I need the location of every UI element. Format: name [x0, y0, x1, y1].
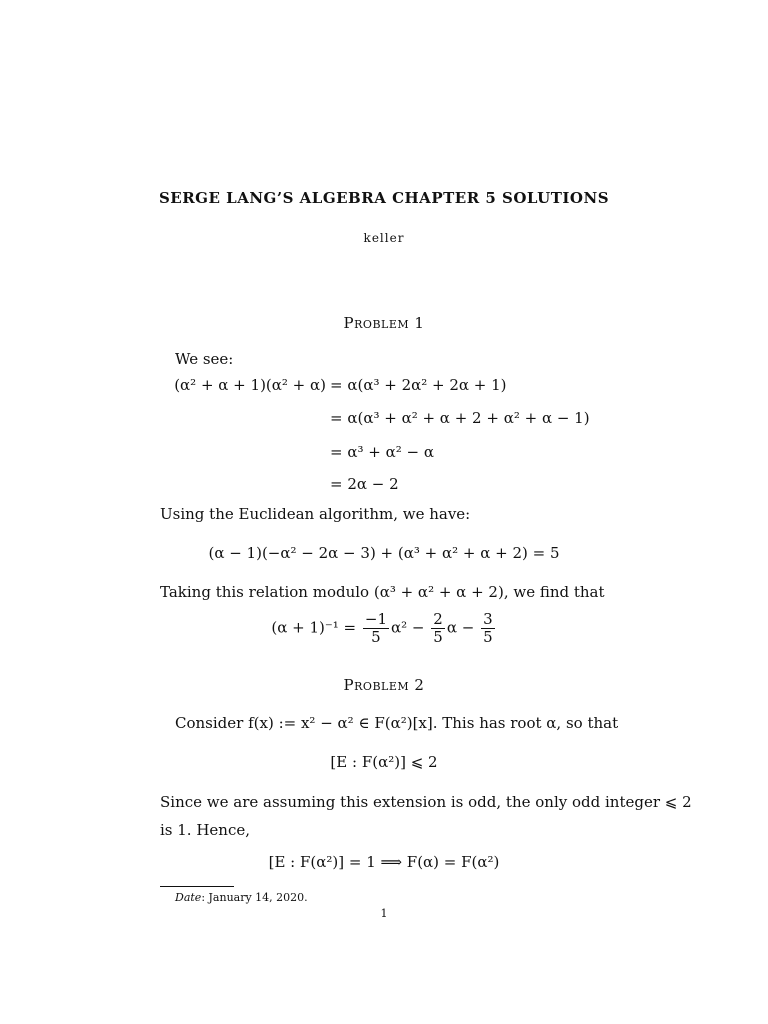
align-line-1: = α(α³ + 2α² + 2α + 1): [330, 376, 507, 394]
fraction-2-numerator: 2: [433, 610, 443, 628]
inverse-term-1: α² −: [391, 618, 425, 637]
align-line-3: = α³ + α² − α: [330, 443, 434, 461]
fraction-3-numerator: 3: [483, 610, 493, 628]
footnote: [175, 891, 308, 904]
degree-bound: [E : F(α²)] ⩽ 2: [330, 753, 438, 771]
page-number: 1: [380, 907, 388, 920]
footnote-rule: [160, 886, 234, 887]
inverse-equation: [0, 611, 768, 646]
problem-2-heading: Problem 2: [343, 676, 425, 694]
euclid-equation: (α − 1)(−α² − 2α − 3) + (α³ + α² + α + 2) = 5: [208, 544, 560, 562]
fraction-2-denominator: 5: [433, 628, 443, 646]
modulo-text: Taking this relation modulo (α³ + α² + α + 2), we find that: [160, 583, 605, 601]
footnote-text: : January 14, 2020.: [201, 891, 308, 904]
footnote-label: Date: [175, 891, 202, 904]
paper-title: SERGE LANG’S ALGEBRA CHAPTER 5 SOLUTIONS: [158, 189, 610, 207]
euclid-text: Using the Euclidean algorithm, we have:: [160, 505, 471, 523]
align-line-4: = 2α − 2: [330, 475, 399, 493]
align-lhs: (α² + α + 1)(α² + α): [174, 376, 326, 394]
fraction-1-numerator: −1: [364, 610, 388, 628]
conclusion-equation: [E : F(α²)] = 1 ⟹ F(α) = F(α²): [268, 853, 500, 871]
fraction-3: [481, 611, 495, 646]
inverse-lhs: (α + 1)⁻¹ =: [271, 618, 357, 637]
consider-text: Consider f(x) := x² − α² ∈ F(α²)[x]. This has root α, so that: [175, 714, 619, 732]
fraction-2: [431, 611, 445, 646]
fraction-3-denominator: 5: [483, 628, 493, 646]
inverse-term-2: α −: [446, 618, 475, 637]
fraction-1: [363, 611, 389, 646]
problem-1-intro: We see:: [175, 350, 234, 368]
odd-text-line-1: Since we are assuming this extension is odd, the only odd integer ⩽ 2: [160, 793, 692, 811]
odd-text-line-2: is 1. Hence,: [160, 821, 251, 839]
fraction-1-denominator: 5: [371, 628, 381, 646]
align-line-2: = α(α³ + α² + α + 2 + α² + α − 1): [330, 409, 590, 427]
author-name: keller: [363, 231, 405, 245]
problem-1-heading: Problem 1: [343, 314, 425, 332]
